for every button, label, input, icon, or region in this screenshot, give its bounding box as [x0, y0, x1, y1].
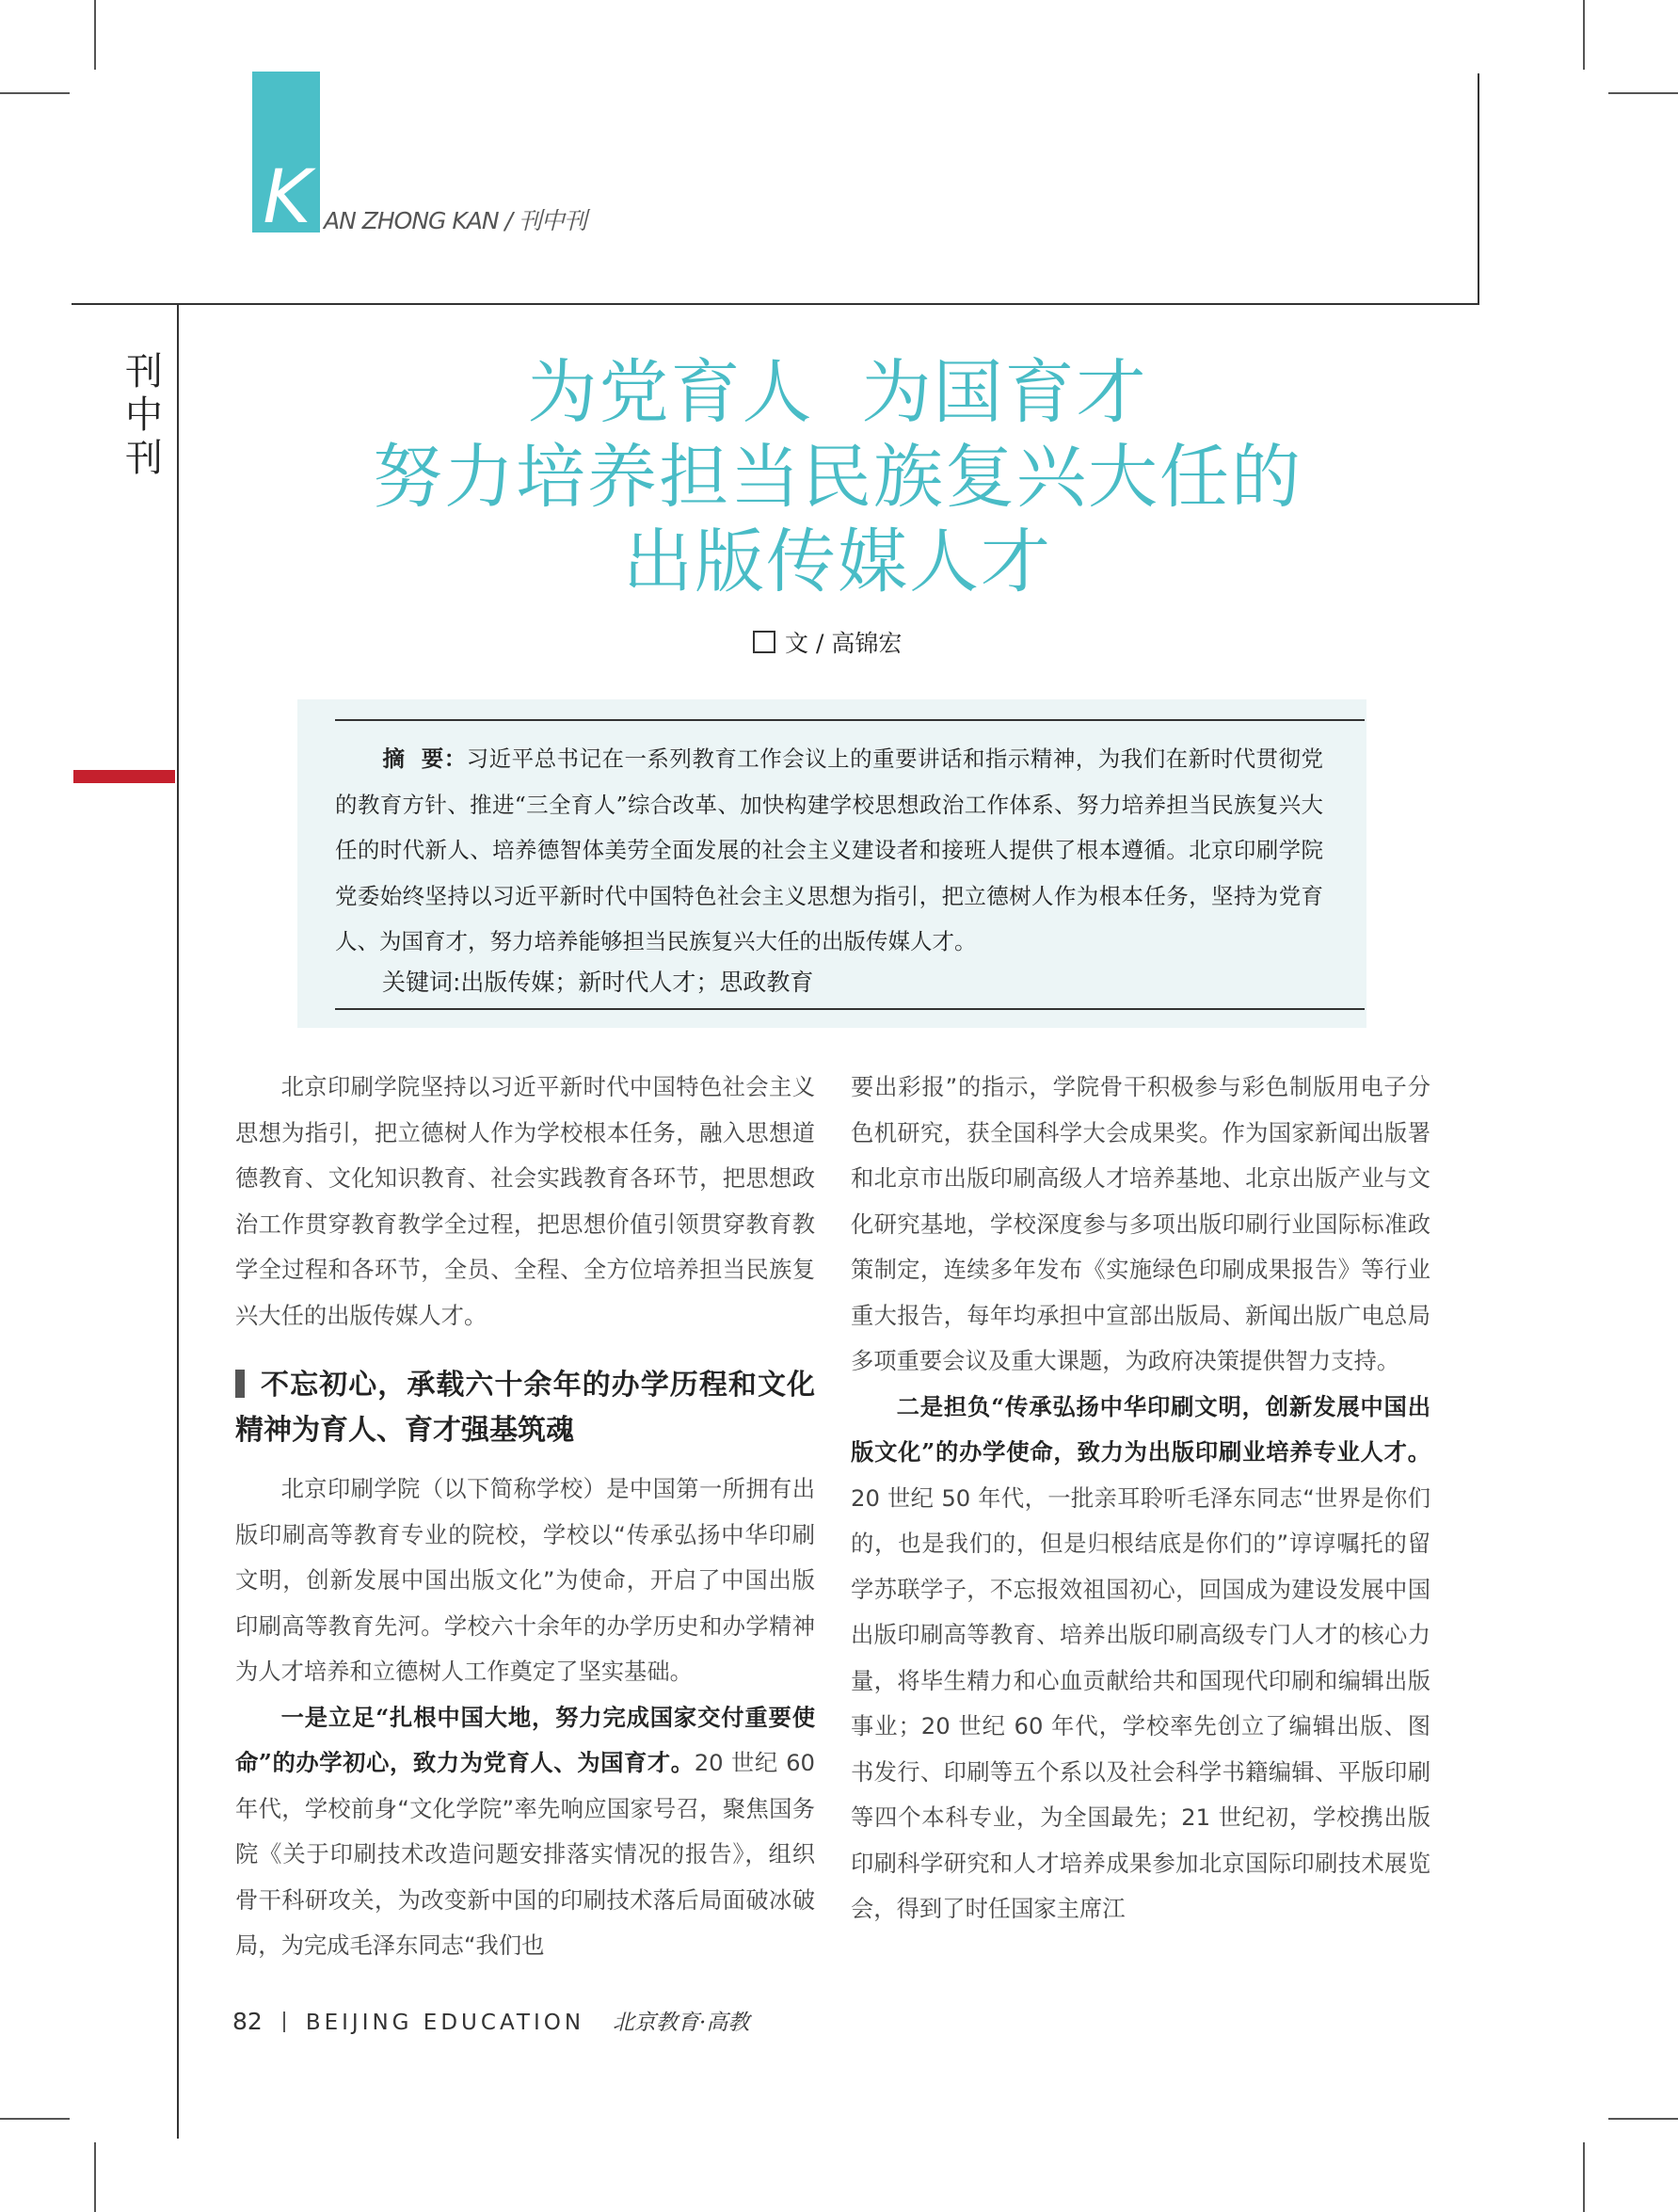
crop-mark [1608, 2118, 1678, 2120]
crop-mark [1608, 92, 1678, 94]
title-line: 努力培养担当民族复兴大任的 [373, 437, 1302, 518]
header-rule [72, 303, 1479, 305]
title-line: 出版传媒人才 [623, 521, 1052, 602]
subheading-text: 不忘初心，承载六十余年的办学历程和文化精神为育人、育才强基筑魂 [235, 1369, 815, 1447]
section-header [324, 202, 586, 236]
keywords: 关键词:出版传媒；新时代人才；思政教育 [382, 969, 814, 996]
crop-mark [94, 0, 96, 70]
side-tag-char: 刊 [125, 437, 163, 480]
abstract [335, 736, 1323, 965]
paragraph [851, 1385, 1430, 1932]
body-right-column [851, 1065, 1430, 1932]
article-title [282, 350, 1393, 604]
paragraph-body: 20 世纪 50 年代，一批亲耳聆听毛泽东同志“世界是你们的，也是我们的，但是归根结底是你们的”谆谆嘱托的留学苏联学子，不忘报效祖国初心，回国成为建设发展中国出版印刷高等教育、培养出版印刷高级专门人才的核心力量，将毕生精力和心血贡献给共和国现代印刷和编辑出版事业；20 世纪 60 年代，学校率先创立了编辑出版、图书发行、印刷等五个系以及社会科学书籍编辑、平版印刷等四个本科专业，为全国最先；21 世纪初，学校携出版印刷科学研究和人才培养成果参加北京国际印刷技术展览会，得到了时任国家主席江 [851, 1483, 1430, 1922]
publication-brand: 北京教育·高教 [613, 2011, 750, 2035]
title-line: 为党育人 为国育才 [527, 352, 1148, 433]
side-tag [122, 350, 166, 480]
section-cn-label: 刊中刊 [518, 207, 586, 234]
red-marker-bar [73, 770, 175, 783]
side-tag-char: 刊 [125, 350, 163, 393]
abstract-bottom-rule [335, 1008, 1365, 1010]
left-margin-line [177, 303, 179, 2139]
side-tag-char: 中 [125, 393, 163, 437]
author: 文 / 高锦宏 [785, 630, 903, 657]
paragraph-lead: 一是立足“扎根中国大地，努力完成国家交付重要使命”的办学初心，致力为党育人、为国育才。 [235, 1703, 815, 1776]
paragraph-lead: 二是担负“传承弘扬中华印刷文明，创新发展中国出版文化”的办学使命，致力为出版印刷业培养专业人才。 [851, 1392, 1430, 1466]
paragraph: 北京印刷学院（以下简称学校）是中国第一所拥有出版印刷高等教育专业的院校，学校以“传承弘扬中华印刷文明，创新发展中国出版文化”为使命，开启了中国出版印刷高等教育先河。学校六十余年的办学历史和办学精神为人才培养和立德树人工作奠定了坚实基础。 [235, 1475, 815, 1685]
crop-mark [1583, 0, 1585, 70]
body-left-column [235, 1065, 815, 1969]
byline [753, 625, 902, 659]
footer-divider [283, 2012, 285, 2032]
subhead-marker [235, 1370, 245, 1398]
section-letter: K [263, 155, 312, 240]
publication-name: BEIJING EDUCATION [305, 2011, 585, 2035]
right-border-line [1478, 73, 1479, 305]
abstract-label: 摘 要： [382, 745, 467, 772]
paragraph: 北京印刷学院坚持以习近平新时代中国特色社会主义思想为指引，把立德树人作为学校根本任务，融入思想道德教育、文化知识教育、社会实践教育各环节，把思想政治工作贯穿教育教学全过程，把思想价值引领贯穿教育教学全过程和各环节，全员、全程、全方位培养担当民族复兴大任的出版传媒人才。 [235, 1073, 815, 1329]
section-subheading [235, 1363, 815, 1453]
section-separator: / [504, 207, 512, 234]
paragraph [235, 1695, 815, 1969]
abstract-text: 习近平总书记在一系列教育工作会议上的重要讲话和指示精神，为我们在新时代贯彻党的教育方针、推进“三全育人”综合改革、加快构建学校思想政治工作体系、努力培养担当民族复兴大任的时代新人、培养德智体美劳全面发展的社会主义建设者和接班人提供了根本遵循。北京印刷学院党委始终坚持以习近平新时代中国特色社会主义思想为指引，把立德树人作为根本任务，坚持为党育人、为国育才，努力培养能够担当民族复兴大任的出版传媒人才。 [335, 745, 1323, 954]
crop-mark [0, 2118, 70, 2120]
crop-mark [0, 92, 70, 94]
paragraph: 要出彩报”的指示，学院骨干积极参与彩色制版用电子分色机研究，获全国科学大会成果奖。作为国家新闻出版署和北京市出版印刷高级人才培养基地、北京出版产业与文化研究基地，学校深度参与多项出版印刷行业国际标准政策制定，连续多年发布《实施绿色印刷成果报告》等行业重大报告，每年均承担中宣部出版局、新闻出版广电总局多项重要会议及重大课题，为政府决策提供智力支持。 [851, 1073, 1430, 1374]
paragraph-body: 20 世纪 60 年代，学校前身“文化学院”率先响应国家号召，聚焦国务院《关于印刷技术改造问题安排落实情况的报告》，组织骨干科研攻关，为改变新中国的印刷技术落后局面破冰破局，为完成毛泽东同志“我们也 [235, 1749, 815, 1959]
crop-mark [94, 2142, 96, 2212]
checkbox-square-icon [753, 631, 775, 653]
page-footer [232, 2005, 749, 2036]
abstract-top-rule [335, 719, 1365, 721]
section-en-label: AN ZHONG KAN [324, 207, 499, 234]
page-number: 82 [232, 2008, 263, 2035]
crop-mark [1583, 2142, 1585, 2212]
